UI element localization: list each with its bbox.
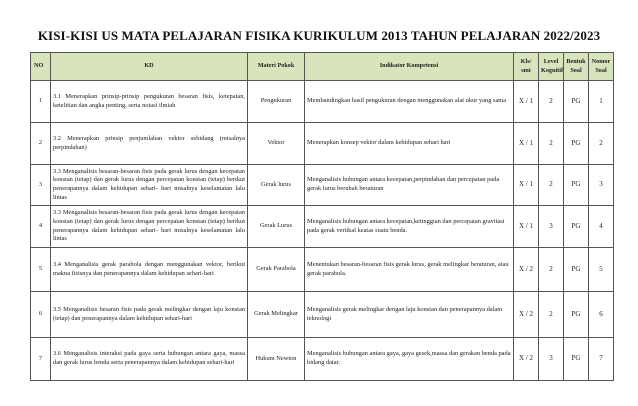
table-header-row (31, 53, 614, 81)
cell-indikator: Menentukan besaran-besaran fisis gerak lurus, gerak melingkar beraturan, atau gerak parabola. (305, 248, 514, 292)
cell-indikator: Membandingkan hasil pengukuran dengan menggunakan alat ukur yang sama (305, 81, 514, 123)
cell-materi: Gerak Lurus (248, 206, 305, 248)
cell-indikator: Menganalisis hubungan antara kecepatan,ketinggian dan percepatan gravitasi pada gerak vertikal keatas suatu benda. (305, 206, 514, 248)
cell-nomor: 7 (589, 338, 614, 381)
table-row (31, 338, 614, 381)
cell-kd: 3.5 Menganalisis besaran fisis pada gerak melingkar dengan laju konstan (tetap) dan penerapannya dalam kehidupan sehari-hari (51, 292, 248, 338)
header-kls-smt: Kls/ smt (514, 53, 539, 81)
cell-level: 2 (539, 292, 564, 338)
cell-nomor: 3 (589, 165, 614, 206)
cell-no: 6 (31, 292, 51, 338)
cell-level: 3 (539, 206, 564, 248)
cell-kd: 3.1 Menerapkan prinsip-prinsip pengukuran besaran fisis, ketepatan, ketelitian dan angka penting, serta notasi ilmiah (51, 81, 248, 123)
cell-kls: X / 2 (514, 248, 539, 292)
cell-bentuk: PG (564, 206, 589, 248)
cell-nomor: 1 (589, 81, 614, 123)
table-row (31, 165, 614, 206)
cell-bentuk: PG (564, 123, 589, 165)
cell-kls: X / 1 (514, 165, 539, 206)
header-bentuk-soal: Bentuk Soal (564, 53, 589, 81)
cell-level: 2 (539, 248, 564, 292)
page-title: KISI-KISI US MATA PELAJARAN FISIKA KURIKULUM 2013 TAHUN PELAJARAN 2022/2023 (37, 28, 601, 43)
header-materi-pokok: Materi Pokok (248, 53, 305, 81)
table-row (31, 292, 614, 338)
cell-no: 5 (31, 248, 51, 292)
cell-indikator: Menganalisis hubungan antara gaya, gaya gesek,massa dan gerakan benda pada bidang datar. (305, 338, 514, 381)
cell-kd: 3.3 Menganalisis besaran-besaran fisis pada gerak lurus dengan kecepatan konstan (tetap) dan gerak lurus dengan percepatan konstan (tetap) berikut penerapannya dalam kehidupan sehari- hari misalnya keselamatan lalu lintas (51, 165, 248, 206)
cell-materi: Gerak Melingkar (248, 292, 305, 338)
cell-nomor: 6 (589, 292, 614, 338)
cell-indikator: Menganalisis gerak melingkar dengan laju konstan dan penerapannya dalam teknologi (305, 292, 514, 338)
header-nomor-soal: Nomor Soal (589, 53, 614, 81)
table-row (31, 248, 614, 292)
cell-nomor: 5 (589, 248, 614, 292)
cell-level: 2 (539, 81, 564, 123)
cell-materi: Vektor (248, 123, 305, 165)
cell-indikator: Menerapkan konsep vektor dalam kehidupan sehari hari (305, 123, 514, 165)
cell-level: 2 (539, 123, 564, 165)
cell-kls: X / 1 (514, 206, 539, 248)
cell-materi: Gerak Parabola (248, 248, 305, 292)
header-level-kognitif: Level Kognitif (539, 53, 564, 81)
cell-no: 1 (31, 81, 51, 123)
cell-materi: Pengukuran (248, 81, 305, 123)
cell-kls: X / 2 (514, 338, 539, 381)
cell-kd: 3.3 Menganalisis besaran-besaran fisis pada gerak lurus dengan kecepatan konstan (tetap) dan gerak lurus dengan percepatan konstan (tetap) berikut penerapannya dalam kehidupan sehari- hari misalnya keselamatan lalu lintas (51, 206, 248, 248)
kisi-kisi-table (30, 52, 614, 381)
cell-materi: Hukum Newton (248, 338, 305, 381)
header-kd: KD (51, 53, 248, 81)
cell-indikator: Menganalisis hubungan antara kecepatan,perpindahan dan percepatan pada gerak lurus berubah beraturan (305, 165, 514, 206)
header-indikator-kompetensi: Indikator Kompetensi (305, 53, 514, 81)
cell-kls: X / 2 (514, 292, 539, 338)
table-row (31, 81, 614, 123)
cell-kd: 3.6 Menganalisis interaksi pada gaya serta hubungan antara gaya, massa dan gerak lurus benda serta penerapannya dalam kehidupan sehari-hari (51, 338, 248, 381)
table-row (31, 123, 614, 165)
cell-bentuk: PG (564, 165, 589, 206)
header-no: NO (31, 53, 51, 81)
cell-no: 2 (31, 123, 51, 165)
cell-nomor: 2 (589, 123, 614, 165)
cell-level: 2 (539, 165, 564, 206)
cell-bentuk: PG (564, 292, 589, 338)
cell-no: 4 (31, 206, 51, 248)
cell-kls: X / 1 (514, 81, 539, 123)
cell-bentuk: PG (564, 248, 589, 292)
table-row (31, 206, 614, 248)
cell-bentuk: PG (564, 338, 589, 381)
cell-kd: 3.4 Menganalisis gerak parabola dengan menggunakan vektor, berikut makna fisisnya dan penerapannya dalam kehidupan sehari-hari (51, 248, 248, 292)
cell-kls: X / 1 (514, 123, 539, 165)
cell-no: 3 (31, 165, 51, 206)
cell-no: 7 (31, 338, 51, 381)
cell-kd: 3.2 Menerapkan prinsip penjumlahan vektor sebidang (misalnya perpindahan) (51, 123, 248, 165)
cell-bentuk: PG (564, 81, 589, 123)
cell-level: 3 (539, 338, 564, 381)
cell-materi: Gerak lurus (248, 165, 305, 206)
cell-nomor: 4 (589, 206, 614, 248)
